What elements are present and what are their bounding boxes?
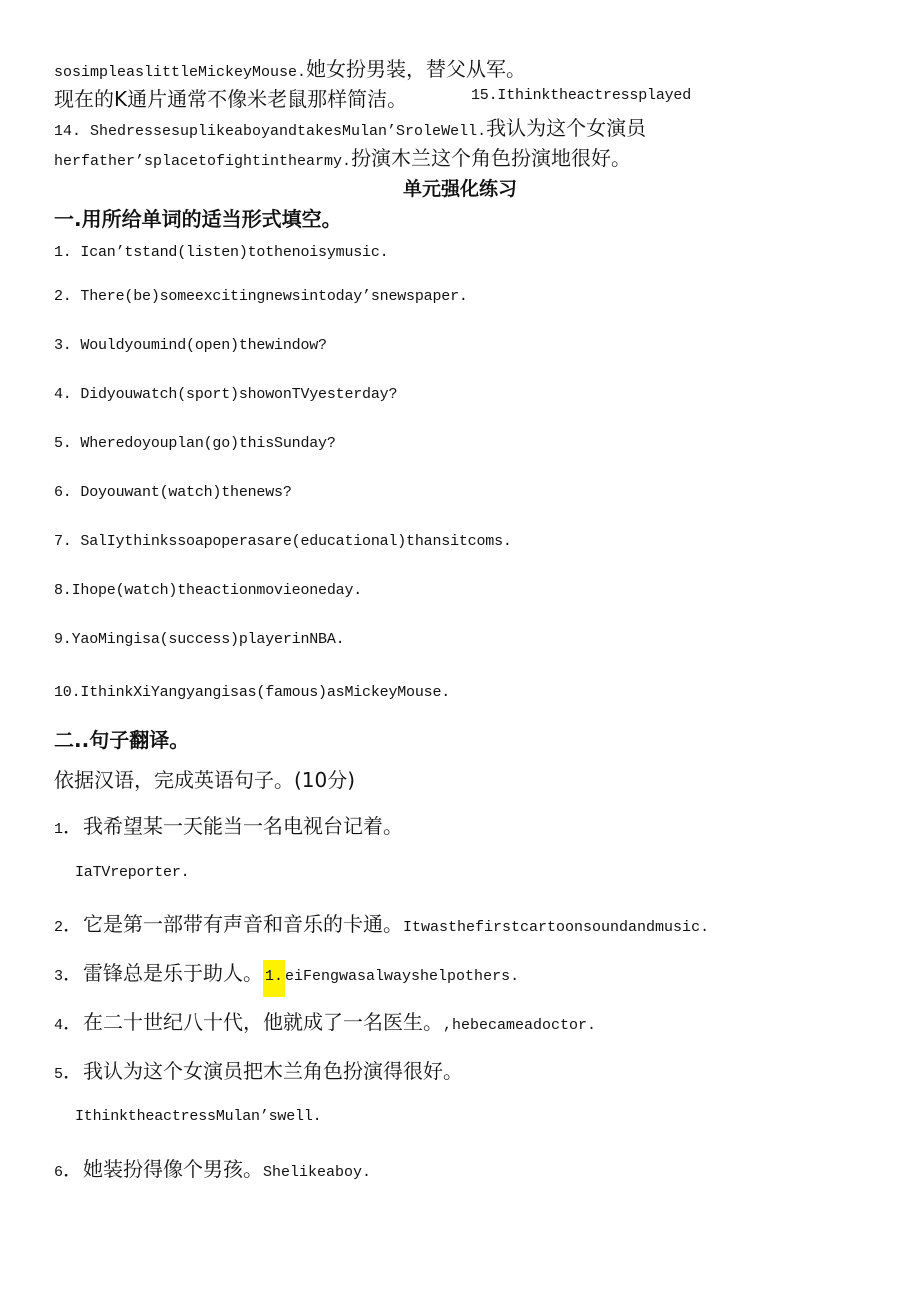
item-number: 4 bbox=[54, 1017, 64, 1034]
item-number: 1 bbox=[54, 821, 64, 838]
intro-line-1-cn: 她女扮男装，替父从军。 bbox=[306, 57, 527, 81]
item-chinese: ．我希望某一天能当一名电视台记着。 bbox=[63, 814, 404, 838]
item-english: IthinktheactressMulan’swell. bbox=[75, 1108, 322, 1125]
item-chinese: ．在二十世纪八十代，他就成了一名医生。 bbox=[63, 1010, 444, 1034]
section1-item: 9.YaoMingisa(success)playerinNBA. bbox=[54, 631, 345, 648]
intro-line-1-en: sosimpleaslittleMickeyMouse. bbox=[54, 64, 307, 81]
intro-line-3-cn: 我认为这个女演员 bbox=[486, 116, 647, 140]
item-english: ,hebecameadoctor. bbox=[443, 1017, 597, 1034]
section1-item: 10.IthinkXiYangyangisas(famous)asMickeyMouse. bbox=[54, 684, 451, 701]
intro-line-1 bbox=[54, 53, 526, 82]
section1-item: 6. Doyouwant(watch)thenews? bbox=[54, 484, 292, 501]
item-number: 6 bbox=[54, 1164, 64, 1181]
section1-item: 8.Ihope(watch)theactionmovieoneday. bbox=[54, 582, 363, 599]
item-chinese: ．雷锋总是乐于助人。 bbox=[63, 961, 264, 985]
section2-heading: 二..句子翻译。 bbox=[54, 728, 190, 752]
item-english: eiFengwasalwayshelpothers. bbox=[285, 968, 520, 985]
section1-item: 4. Didyouwatch(sport)showonTVyesterday? bbox=[54, 386, 398, 403]
item-chinese: ．我认为这个女演员把木兰角色扮演得很好。 bbox=[63, 1059, 464, 1083]
translation-item-6 bbox=[54, 1153, 371, 1182]
translation-item-3 bbox=[54, 957, 519, 986]
item-number: 2 bbox=[54, 919, 64, 936]
intro-line-4-cn: 扮演木兰这个角色扮演地很好。 bbox=[351, 146, 632, 170]
translation-item-1 bbox=[54, 810, 403, 839]
intro-line-3-en: 14. ShedressesuplikeaboyandtakesMulan’SroleWell. bbox=[54, 123, 487, 140]
translation-item-2 bbox=[54, 908, 709, 937]
translation-item-5 bbox=[54, 1055, 463, 1084]
intro-line-4 bbox=[54, 142, 631, 171]
item-chinese: ．她装扮得像个男孩。 bbox=[63, 1157, 264, 1181]
intro-line-4-en: herfather’splacetofightinthearmy. bbox=[54, 153, 352, 170]
intro-line-3 bbox=[54, 112, 646, 141]
intro-line-2-cn: 现在的K通片通常不像米老鼠那样简洁。 bbox=[54, 87, 408, 111]
item-chinese: ．它是第一部带有声音和音乐的卡通。 bbox=[63, 912, 404, 936]
section2-instruction: 依据汉语，完成英语句子。(10分) bbox=[54, 768, 356, 792]
section1-item: 7. SalIythinkssoapoperasare(educational)thansitcoms. bbox=[54, 533, 512, 550]
item-english: Shelikeaboy. bbox=[263, 1164, 372, 1181]
item-english: IaTVreporter. bbox=[75, 864, 190, 881]
section1-item: 2. There(be)someexcitingnewsintoday’snewspaper. bbox=[54, 288, 468, 305]
section1-item: 1. Ican’tstand(listen)tothenoisymusic. bbox=[54, 244, 389, 261]
highlighted-text: 1. bbox=[263, 960, 285, 997]
section1-item: 5. Wheredoyouplan(go)thisSunday? bbox=[54, 435, 336, 452]
section1-item: 3. Wouldyoumind(open)thewindow? bbox=[54, 337, 327, 354]
item-number: 3 bbox=[54, 968, 64, 985]
unit-title: 单元强化练习 bbox=[402, 178, 517, 200]
translation-item-4 bbox=[54, 1006, 596, 1035]
item-english: Itwasthefirstcartoonsoundandmusic. bbox=[403, 919, 710, 936]
section1-heading: 一.用所给单词的适当形式填空。 bbox=[54, 207, 342, 231]
item-number: 5 bbox=[54, 1066, 64, 1083]
intro-line-2-en: 15.Ithinktheactressplayed bbox=[471, 87, 692, 104]
